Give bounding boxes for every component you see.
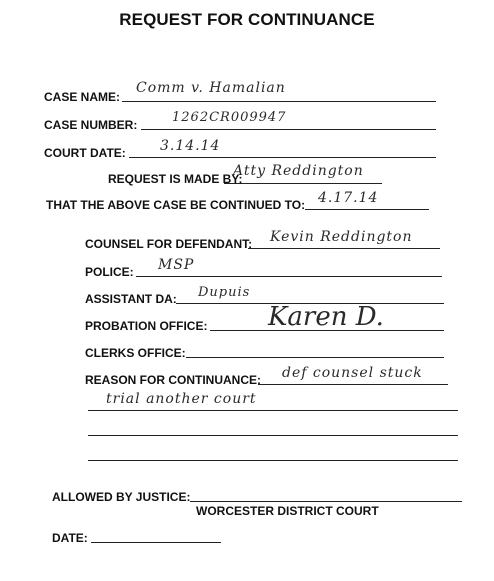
counsel-label: COUNSEL FOR DEFENDANT: [85, 237, 253, 251]
continued-to-line [305, 209, 429, 210]
date-line [91, 542, 221, 543]
date-label: DATE: [52, 531, 88, 545]
clerks-line [186, 357, 444, 358]
reason-line-4 [88, 460, 458, 461]
allowed-signature-line [190, 501, 462, 502]
continued-to-value: 4.17.14 [318, 190, 379, 206]
counsel-value: Kevin Reddington [270, 229, 413, 245]
case-name-line [122, 101, 436, 102]
court-date-value: 3.14.14 [160, 138, 221, 154]
police-value: MSP [158, 257, 195, 273]
request-by-line [224, 183, 382, 184]
police-label: POLICE: [85, 265, 134, 279]
allowed-label: ALLOWED BY JUSTICE: [52, 490, 191, 504]
case-name-value: Comm v. Hamalian [136, 80, 286, 96]
court-date-label: COURT DATE: [44, 146, 126, 160]
case-number-label: CASE NUMBER: [44, 118, 138, 132]
reason-line-3 [88, 435, 458, 436]
case-name-label: CASE NAME: [44, 90, 121, 104]
police-line [136, 276, 442, 277]
case-number-value: 1262CR009947 [172, 110, 287, 125]
reason-line-2 [88, 410, 458, 411]
form-title: REQUEST FOR CONTINUANCE [119, 10, 375, 29]
ada-value: Dupuis [198, 285, 251, 300]
request-by-label: REQUEST IS MADE BY: [108, 172, 243, 186]
probation-value: Karen D. [268, 302, 384, 332]
court-name: WORCESTER DISTRICT COURT [196, 504, 379, 518]
ada-label: ASSISTANT DA: [85, 292, 177, 306]
continued-to-label: THAT THE ABOVE CASE BE CONTINUED TO: [46, 198, 306, 212]
reason-text-line2: trial another court [106, 391, 257, 407]
case-number-line [141, 129, 436, 130]
request-by-value: Atty Reddington [233, 163, 364, 179]
court-date-line [129, 157, 436, 158]
reason-line-1 [258, 384, 448, 385]
reason-text-line1: def counsel stuck [282, 365, 423, 381]
probation-label: PROBATION OFFICE: [85, 319, 208, 333]
counsel-line [248, 248, 440, 249]
reason-label: REASON FOR CONTINUANCE: [85, 373, 261, 387]
clerks-label: CLERKS OFFICE: [85, 346, 186, 360]
